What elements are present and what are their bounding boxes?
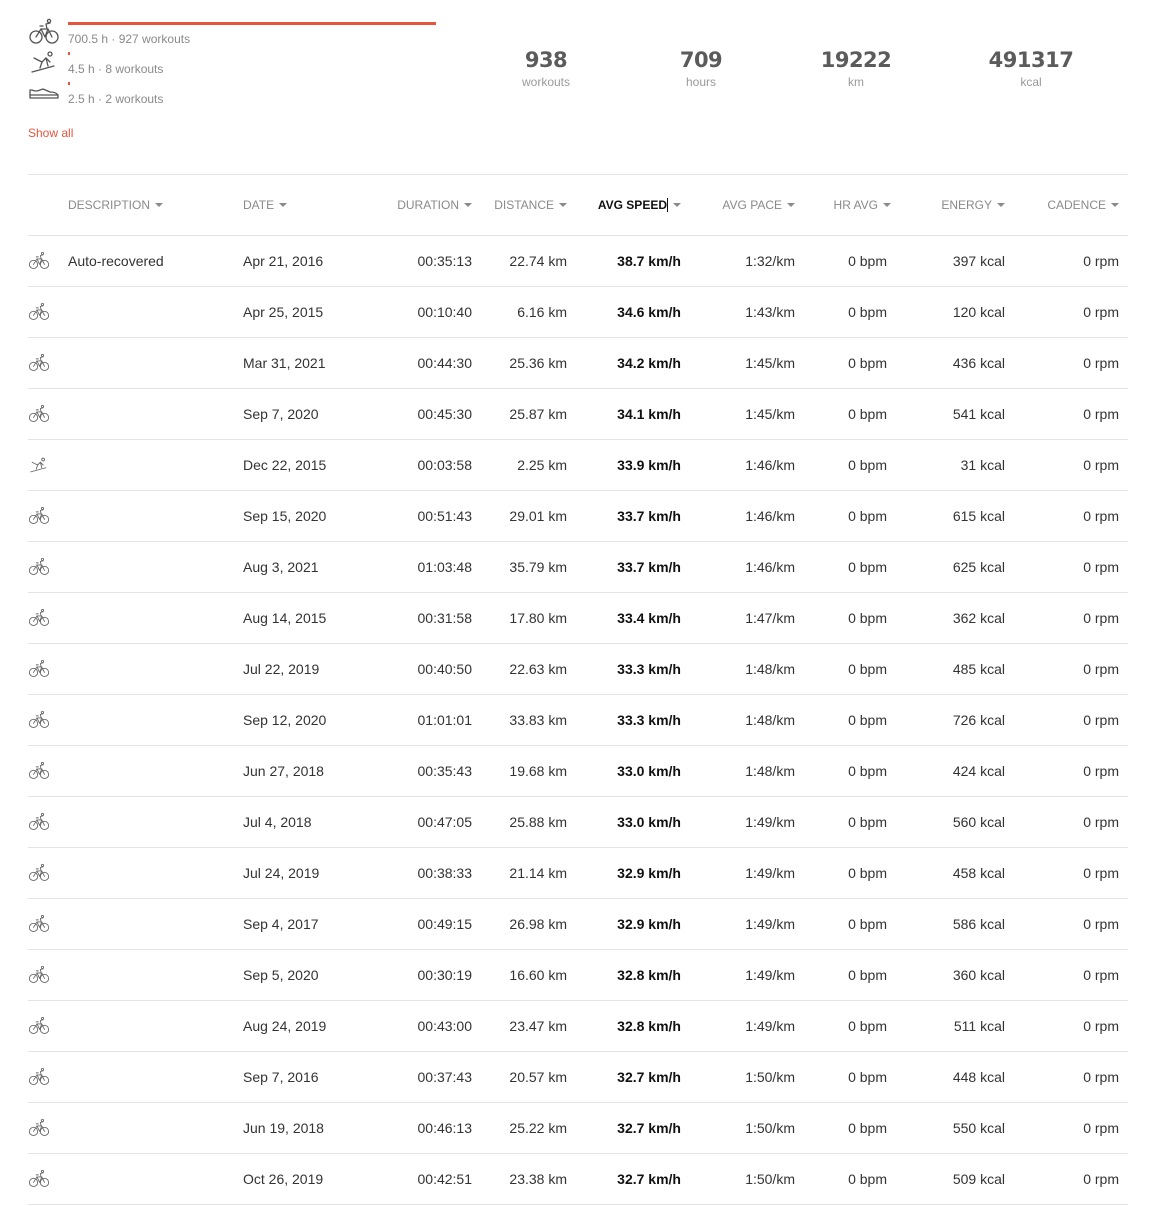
cell-energy: 509 kcal bbox=[952, 1171, 1005, 1187]
sport-share-bar bbox=[68, 22, 436, 25]
stat-value: 491317 bbox=[988, 48, 1074, 72]
cell-avg-pace: 1:47/km bbox=[745, 610, 795, 626]
cell-cadence: 0 rpm bbox=[1083, 763, 1119, 779]
table-row[interactable] bbox=[28, 338, 1128, 389]
cell-avg-speed: 33.4 km/h bbox=[617, 610, 681, 626]
stat-label: workouts bbox=[521, 75, 571, 89]
cell-avg-speed: 32.8 km/h bbox=[617, 1018, 681, 1034]
cell-energy: 458 kcal bbox=[952, 865, 1005, 881]
stat-label: hours bbox=[685, 75, 717, 89]
cell-duration: 00:46:13 bbox=[417, 1120, 472, 1136]
cell-date: Aug 3, 2021 bbox=[243, 559, 319, 575]
cell-hr-avg: 0 bpm bbox=[848, 355, 887, 371]
cell-date: Jun 19, 2018 bbox=[243, 1120, 324, 1136]
cell-hr-avg: 0 bpm bbox=[848, 712, 887, 728]
shoe-icon bbox=[28, 78, 60, 106]
text-cursor bbox=[667, 198, 668, 212]
bike-icon bbox=[28, 965, 50, 985]
sport-summary-text: 4.5 h · 8 workouts bbox=[68, 62, 164, 76]
bike-icon bbox=[28, 557, 50, 577]
cell-duration: 00:43:00 bbox=[417, 1018, 472, 1034]
cell-cadence: 0 rpm bbox=[1083, 1120, 1119, 1136]
bike-icon bbox=[28, 761, 50, 781]
cell-hr-avg: 0 bpm bbox=[848, 610, 887, 626]
cell-cadence: 0 rpm bbox=[1083, 253, 1119, 269]
cell-energy: 360 kcal bbox=[952, 967, 1005, 983]
caret-down-icon bbox=[464, 203, 472, 207]
cell-duration: 00:45:30 bbox=[417, 406, 472, 422]
cell-avg-pace: 1:46/km bbox=[745, 457, 795, 473]
sport-share-bar bbox=[68, 52, 70, 55]
cell-distance: 23.47 km bbox=[509, 1018, 567, 1034]
bike-icon bbox=[28, 863, 50, 883]
bike-icon bbox=[28, 506, 50, 526]
sport-summary-row bbox=[28, 18, 448, 48]
cell-date: Sep 4, 2017 bbox=[243, 916, 319, 932]
cell-avg-pace: 1:50/km bbox=[745, 1171, 795, 1187]
bike-icon bbox=[28, 404, 50, 424]
cell-energy: 31 kcal bbox=[960, 457, 1005, 473]
cell-duration: 00:44:30 bbox=[417, 355, 472, 371]
cell-duration: 00:49:15 bbox=[417, 916, 472, 932]
table-header bbox=[28, 175, 1128, 236]
cell-distance: 23.38 km bbox=[509, 1171, 567, 1187]
table-row[interactable] bbox=[28, 1103, 1128, 1154]
stat-workouts bbox=[476, 48, 616, 89]
cell-energy: 511 kcal bbox=[953, 1018, 1005, 1034]
bike-icon bbox=[28, 1169, 50, 1189]
stat-kcal bbox=[961, 48, 1101, 89]
cell-distance: 17.80 km bbox=[509, 610, 567, 626]
sport-share-bar bbox=[68, 82, 70, 85]
cell-date: Sep 7, 2016 bbox=[243, 1069, 319, 1085]
cell-avg-pace: 1:49/km bbox=[745, 916, 795, 932]
cell-cadence: 0 rpm bbox=[1083, 355, 1119, 371]
table-row[interactable] bbox=[28, 695, 1128, 746]
cell-date: Jul 24, 2019 bbox=[243, 865, 320, 881]
cell-description: Auto-recovered bbox=[68, 253, 164, 269]
cell-distance: 26.98 km bbox=[509, 916, 567, 932]
sport-summary-row bbox=[28, 78, 448, 108]
cell-avg-pace: 1:49/km bbox=[745, 814, 795, 830]
cell-avg-speed: 33.3 km/h bbox=[617, 712, 681, 728]
cell-distance: 22.74 km bbox=[509, 253, 567, 269]
bike-icon bbox=[28, 18, 60, 46]
cell-energy: 586 kcal bbox=[952, 916, 1005, 932]
table-row[interactable] bbox=[28, 1001, 1128, 1052]
caret-down-icon bbox=[883, 203, 891, 207]
cell-hr-avg: 0 bpm bbox=[848, 814, 887, 830]
caret-down-icon bbox=[279, 203, 287, 207]
cell-duration: 00:37:43 bbox=[417, 1069, 472, 1085]
bike-icon bbox=[28, 914, 50, 934]
cell-avg-pace: 1:49/km bbox=[745, 967, 795, 983]
sport-summary-text: 700.5 h · 927 workouts bbox=[68, 32, 191, 46]
cell-duration: 01:01:01 bbox=[417, 712, 472, 728]
cell-energy: 436 kcal bbox=[952, 355, 1005, 371]
cell-date: Jul 22, 2019 bbox=[243, 661, 320, 677]
cell-avg-pace: 1:49/km bbox=[745, 1018, 795, 1034]
cell-hr-avg: 0 bpm bbox=[848, 763, 887, 779]
cell-date: Aug 14, 2015 bbox=[243, 610, 327, 626]
stat-value: 19222 bbox=[820, 48, 892, 72]
cell-avg-speed: 33.9 km/h bbox=[617, 457, 681, 473]
cell-avg-speed: 33.0 km/h bbox=[617, 763, 681, 779]
cell-duration: 00:31:58 bbox=[417, 610, 472, 626]
cell-avg-speed: 38.7 km/h bbox=[617, 253, 681, 269]
cell-distance: 22.63 km bbox=[509, 661, 567, 677]
cell-energy: 424 kcal bbox=[952, 763, 1005, 779]
cell-hr-avg: 0 bpm bbox=[848, 1069, 887, 1085]
cell-cadence: 0 rpm bbox=[1083, 967, 1119, 983]
cell-cadence: 0 rpm bbox=[1083, 610, 1119, 626]
cell-cadence: 0 rpm bbox=[1083, 559, 1119, 575]
cell-date: Apr 25, 2015 bbox=[243, 304, 324, 320]
cell-avg-pace: 1:46/km bbox=[745, 559, 795, 575]
cell-avg-pace: 1:32/km bbox=[745, 253, 795, 269]
cell-date: Sep 5, 2020 bbox=[243, 967, 319, 983]
cell-avg-speed: 33.7 km/h bbox=[617, 508, 681, 524]
cell-duration: 00:47:05 bbox=[417, 814, 472, 830]
show-all-link[interactable]: Show all bbox=[28, 126, 74, 140]
cell-energy: 541 kcal bbox=[952, 406, 1005, 422]
column-header-avg-speed[interactable]: AVG SPEED bbox=[598, 198, 681, 213]
sport-summary-text: 2.5 h · 2 workouts bbox=[68, 92, 164, 106]
skiing-icon bbox=[28, 455, 50, 475]
cell-avg-pace: 1:49/km bbox=[745, 865, 795, 881]
cell-duration: 01:03:48 bbox=[417, 559, 472, 575]
cell-avg-speed: 32.9 km/h bbox=[617, 865, 681, 881]
cell-avg-speed: 33.7 km/h bbox=[617, 559, 681, 575]
cell-avg-pace: 1:48/km bbox=[745, 661, 795, 677]
cell-cadence: 0 rpm bbox=[1083, 457, 1119, 473]
cell-date: Dec 22, 2015 bbox=[243, 457, 327, 473]
table-row[interactable] bbox=[28, 542, 1128, 593]
cell-energy: 726 kcal bbox=[952, 712, 1005, 728]
caret-down-icon bbox=[155, 203, 163, 207]
stat-label: kcal bbox=[1020, 75, 1042, 89]
cell-duration: 00:10:40 bbox=[417, 304, 472, 320]
cell-avg-pace: 1:48/km bbox=[745, 763, 795, 779]
cell-energy: 397 kcal bbox=[952, 253, 1005, 269]
sport-summary-row bbox=[28, 48, 448, 78]
table-row[interactable] bbox=[28, 1154, 1128, 1205]
cell-avg-pace: 1:50/km bbox=[745, 1069, 795, 1085]
cell-cadence: 0 rpm bbox=[1083, 1018, 1119, 1034]
cell-cadence: 0 rpm bbox=[1083, 1171, 1119, 1187]
cell-energy: 550 kcal bbox=[952, 1120, 1005, 1136]
cell-distance: 16.60 km bbox=[509, 967, 567, 983]
stat-value: 938 bbox=[524, 48, 568, 72]
bike-icon bbox=[28, 659, 50, 679]
cell-avg-speed: 32.7 km/h bbox=[617, 1069, 681, 1085]
bike-icon bbox=[28, 1067, 50, 1087]
caret-down-icon bbox=[787, 203, 795, 207]
cell-avg-pace: 1:46/km bbox=[745, 508, 795, 524]
caret-down-icon bbox=[1111, 203, 1119, 207]
table-row[interactable] bbox=[28, 440, 1128, 491]
column-header-date[interactable]: DATE bbox=[243, 198, 287, 212]
cell-cadence: 0 rpm bbox=[1083, 661, 1119, 677]
cell-hr-avg: 0 bpm bbox=[848, 1120, 887, 1136]
table-body bbox=[28, 236, 1128, 1205]
cell-avg-speed: 34.1 km/h bbox=[617, 406, 681, 422]
skiing-icon bbox=[28, 48, 60, 76]
cell-avg-speed: 34.6 km/h bbox=[617, 304, 681, 320]
table-row[interactable] bbox=[28, 1052, 1128, 1103]
cell-distance: 6.16 km bbox=[517, 304, 567, 320]
workouts-table bbox=[28, 175, 1128, 1205]
cell-avg-pace: 1:43/km bbox=[745, 304, 795, 320]
cell-cadence: 0 rpm bbox=[1083, 406, 1119, 422]
cell-avg-pace: 1:48/km bbox=[745, 712, 795, 728]
cell-distance: 25.87 km bbox=[509, 406, 567, 422]
table-row[interactable] bbox=[28, 797, 1128, 848]
column-header-duration[interactable]: DURATION bbox=[397, 198, 472, 212]
stat-label: km bbox=[848, 75, 864, 89]
bike-icon bbox=[28, 302, 50, 322]
cell-avg-speed: 32.9 km/h bbox=[617, 916, 681, 932]
cell-distance: 21.14 km bbox=[509, 865, 567, 881]
cell-hr-avg: 0 bpm bbox=[848, 559, 887, 575]
caret-down-icon bbox=[997, 203, 1005, 207]
table-row[interactable] bbox=[28, 287, 1128, 338]
column-header-avg-pace[interactable]: AVG PACE bbox=[722, 198, 795, 212]
bike-icon bbox=[28, 1118, 50, 1138]
cell-energy: 485 kcal bbox=[952, 661, 1005, 677]
cell-avg-speed: 32.7 km/h bbox=[617, 1171, 681, 1187]
cell-duration: 00:35:43 bbox=[417, 763, 472, 779]
cell-duration: 00:51:43 bbox=[417, 508, 472, 524]
cell-duration: 00:38:33 bbox=[417, 865, 472, 881]
cell-cadence: 0 rpm bbox=[1083, 1069, 1119, 1085]
cell-hr-avg: 0 bpm bbox=[848, 1171, 887, 1187]
summary-panel bbox=[28, 18, 1128, 148]
cell-cadence: 0 rpm bbox=[1083, 865, 1119, 881]
cell-avg-pace: 1:45/km bbox=[745, 355, 795, 371]
cell-avg-pace: 1:45/km bbox=[745, 406, 795, 422]
table-row[interactable] bbox=[28, 644, 1128, 695]
cell-duration: 00:30:19 bbox=[417, 967, 472, 983]
cell-energy: 615 kcal bbox=[952, 508, 1005, 524]
cell-duration: 00:03:58 bbox=[417, 457, 472, 473]
cell-avg-speed: 32.8 km/h bbox=[617, 967, 681, 983]
stat-km bbox=[786, 48, 926, 89]
cell-avg-speed: 33.3 km/h bbox=[617, 661, 681, 677]
cell-distance: 2.25 km bbox=[517, 457, 567, 473]
cell-energy: 625 kcal bbox=[952, 559, 1005, 575]
cell-cadence: 0 rpm bbox=[1083, 814, 1119, 830]
cell-distance: 20.57 km bbox=[509, 1069, 567, 1085]
cell-cadence: 0 rpm bbox=[1083, 508, 1119, 524]
cell-energy: 362 kcal bbox=[952, 610, 1005, 626]
cell-hr-avg: 0 bpm bbox=[848, 457, 887, 473]
table-row[interactable] bbox=[28, 236, 1128, 287]
cell-duration: 00:42:51 bbox=[417, 1171, 472, 1187]
caret-down-icon bbox=[673, 203, 681, 207]
cell-hr-avg: 0 bpm bbox=[848, 661, 887, 677]
caret-down-icon bbox=[559, 203, 567, 207]
cell-distance: 29.01 km bbox=[509, 508, 567, 524]
cell-date: Apr 21, 2016 bbox=[243, 253, 324, 269]
table-row[interactable] bbox=[28, 593, 1128, 644]
cell-date: Jul 4, 2018 bbox=[243, 814, 312, 830]
cell-hr-avg: 0 bpm bbox=[848, 1018, 887, 1034]
cell-avg-pace: 1:50/km bbox=[745, 1120, 795, 1136]
cell-distance: 25.36 km bbox=[509, 355, 567, 371]
bike-icon bbox=[28, 608, 50, 628]
table-row[interactable] bbox=[28, 389, 1128, 440]
bike-icon bbox=[28, 251, 50, 271]
cell-date: Jun 27, 2018 bbox=[243, 763, 324, 779]
cell-avg-speed: 33.0 km/h bbox=[617, 814, 681, 830]
bike-icon bbox=[28, 353, 50, 373]
column-header-distance[interactable]: DISTANCE bbox=[494, 198, 567, 212]
table-row[interactable] bbox=[28, 848, 1128, 899]
column-header-description[interactable]: DESCRIPTION bbox=[68, 198, 163, 212]
table-row[interactable] bbox=[28, 746, 1128, 797]
cell-hr-avg: 0 bpm bbox=[848, 304, 887, 320]
cell-energy: 560 kcal bbox=[952, 814, 1005, 830]
bike-icon bbox=[28, 710, 50, 730]
cell-date: Mar 31, 2021 bbox=[243, 355, 326, 371]
cell-cadence: 0 rpm bbox=[1083, 916, 1119, 932]
cell-energy: 120 kcal bbox=[952, 304, 1005, 320]
column-header-hr-avg[interactable]: HR AVG bbox=[834, 198, 891, 212]
cell-cadence: 0 rpm bbox=[1083, 712, 1119, 728]
stat-hours bbox=[631, 48, 771, 89]
bike-icon bbox=[28, 1016, 50, 1036]
cell-avg-speed: 32.7 km/h bbox=[617, 1120, 681, 1136]
table-row[interactable] bbox=[28, 899, 1128, 950]
cell-date: Sep 12, 2020 bbox=[243, 712, 327, 728]
cell-date: Oct 26, 2019 bbox=[243, 1171, 324, 1187]
column-header-energy[interactable]: ENERGY bbox=[941, 198, 1005, 212]
cell-duration: 00:40:50 bbox=[417, 661, 472, 677]
cell-distance: 19.68 km bbox=[509, 763, 567, 779]
cell-hr-avg: 0 bpm bbox=[848, 865, 887, 881]
table-row[interactable] bbox=[28, 491, 1128, 542]
cell-hr-avg: 0 bpm bbox=[848, 916, 887, 932]
cell-distance: 25.88 km bbox=[509, 814, 567, 830]
stat-value: 709 bbox=[679, 48, 723, 72]
cell-hr-avg: 0 bpm bbox=[848, 967, 887, 983]
cell-date: Sep 7, 2020 bbox=[243, 406, 319, 422]
cell-distance: 25.22 km bbox=[509, 1120, 567, 1136]
cell-hr-avg: 0 bpm bbox=[848, 253, 887, 269]
bike-icon bbox=[28, 812, 50, 832]
table-row[interactable] bbox=[28, 950, 1128, 1001]
cell-avg-speed: 34.2 km/h bbox=[617, 355, 681, 371]
cell-energy: 448 kcal bbox=[952, 1069, 1005, 1085]
cell-distance: 35.79 km bbox=[509, 559, 567, 575]
cell-cadence: 0 rpm bbox=[1083, 304, 1119, 320]
column-header-cadence[interactable]: CADENCE bbox=[1047, 198, 1119, 212]
cell-hr-avg: 0 bpm bbox=[848, 508, 887, 524]
cell-hr-avg: 0 bpm bbox=[848, 406, 887, 422]
cell-date: Sep 15, 2020 bbox=[243, 508, 327, 524]
cell-duration: 00:35:13 bbox=[417, 253, 472, 269]
cell-date: Aug 24, 2019 bbox=[243, 1018, 327, 1034]
cell-distance: 33.83 km bbox=[509, 712, 567, 728]
